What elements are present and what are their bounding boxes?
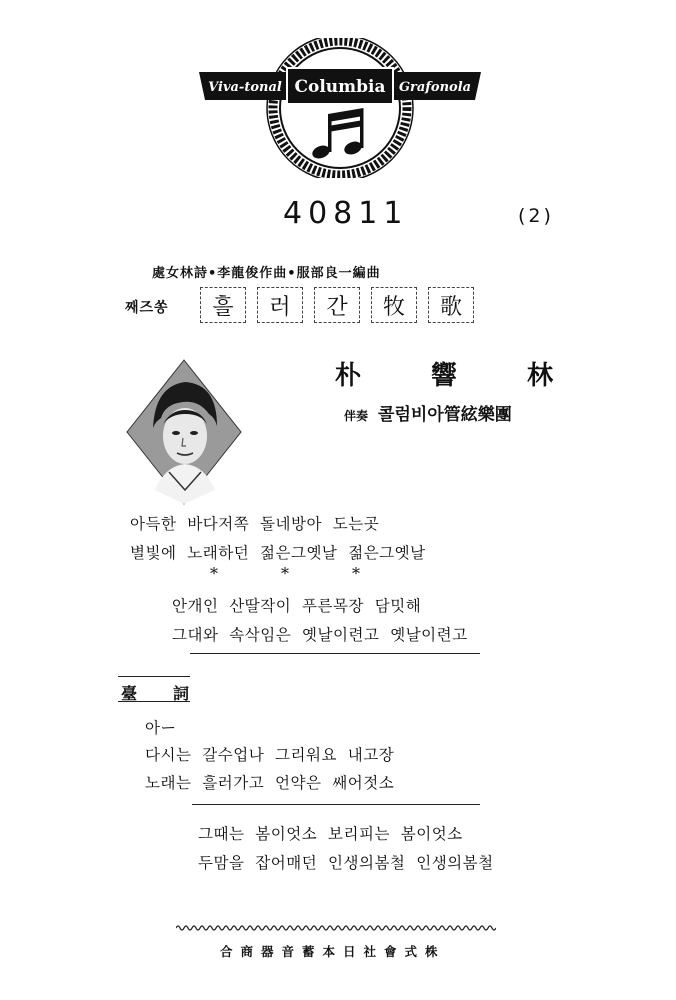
lyric-line: 아득한 바다저쪽 돌네방아 도는곳 bbox=[130, 515, 380, 533]
singer-char: 林 bbox=[526, 361, 553, 391]
dialogue-heading-char: 臺 bbox=[121, 684, 138, 703]
logo-left-text: Viva-tonal bbox=[208, 80, 282, 95]
singer-char: 朴 bbox=[335, 361, 362, 391]
side-number: (2) bbox=[518, 205, 554, 227]
catalog-number: 40811 bbox=[283, 196, 409, 231]
song-title bbox=[200, 287, 474, 323]
lyric-line: 별빛에 노래하던 젊은그옛날 젊은그옛날 bbox=[130, 544, 426, 562]
lyric-line: 그대와 속삭임은 옛날이련고 옛날이련고 bbox=[172, 626, 468, 644]
credits: 處女林詩•李龍俊作曲•服部良一編曲 bbox=[152, 266, 381, 281]
accompaniment-label: 伴奏 bbox=[344, 409, 369, 423]
star-mark: * bbox=[352, 564, 360, 583]
publisher: 合商器音蓄本日社會式株 bbox=[220, 944, 446, 959]
divider bbox=[190, 653, 480, 654]
wreath-icon bbox=[267, 38, 413, 178]
genre-label: 째즈쏭 bbox=[125, 300, 169, 316]
lyric-line: 그때는 봄이엇소 보리피는 봄이엇소 bbox=[198, 825, 463, 843]
wavy-divider bbox=[176, 922, 496, 934]
title-char: 러 bbox=[257, 287, 303, 323]
verse-separator bbox=[210, 564, 360, 583]
star-mark: * bbox=[281, 564, 289, 583]
singer-portrait-icon bbox=[125, 358, 243, 506]
title-char: 牧 bbox=[371, 287, 417, 323]
dialogue-rule-top bbox=[118, 676, 190, 677]
title-char: 흘 bbox=[200, 287, 246, 323]
star-mark: * bbox=[210, 564, 218, 583]
dialogue-line: 다시는 갈수업나 그리워요 내고장 bbox=[145, 746, 395, 764]
lyric-line: 안개인 산딸작이 푸른목장 담밋해 bbox=[172, 597, 422, 615]
dialogue-line: 노래는 흘러가고 언약은 쌔어젓소 bbox=[145, 774, 395, 792]
divider bbox=[192, 804, 480, 805]
accompaniment bbox=[344, 400, 512, 425]
lyric-line: 두맘을 잡어매던 인생의봄철 인생의봄철 bbox=[198, 854, 494, 872]
music-note-icon bbox=[310, 108, 363, 161]
title-char: 간 bbox=[314, 287, 360, 323]
dialogue-line: 아ー bbox=[145, 719, 177, 737]
dialogue-heading-char: 詞 bbox=[172, 684, 189, 703]
singer-char: 響 bbox=[430, 361, 457, 391]
dialogue-rule-bottom bbox=[118, 701, 190, 702]
logo-right-text: Grafonola bbox=[398, 80, 472, 95]
singer-name bbox=[335, 355, 553, 392]
title-char: 歌 bbox=[428, 287, 474, 323]
logo-center-text: Columbia bbox=[294, 77, 386, 97]
accompaniment-text: 콜럼비아管絃樂團 bbox=[378, 405, 512, 425]
columbia-logo bbox=[195, 38, 485, 178]
